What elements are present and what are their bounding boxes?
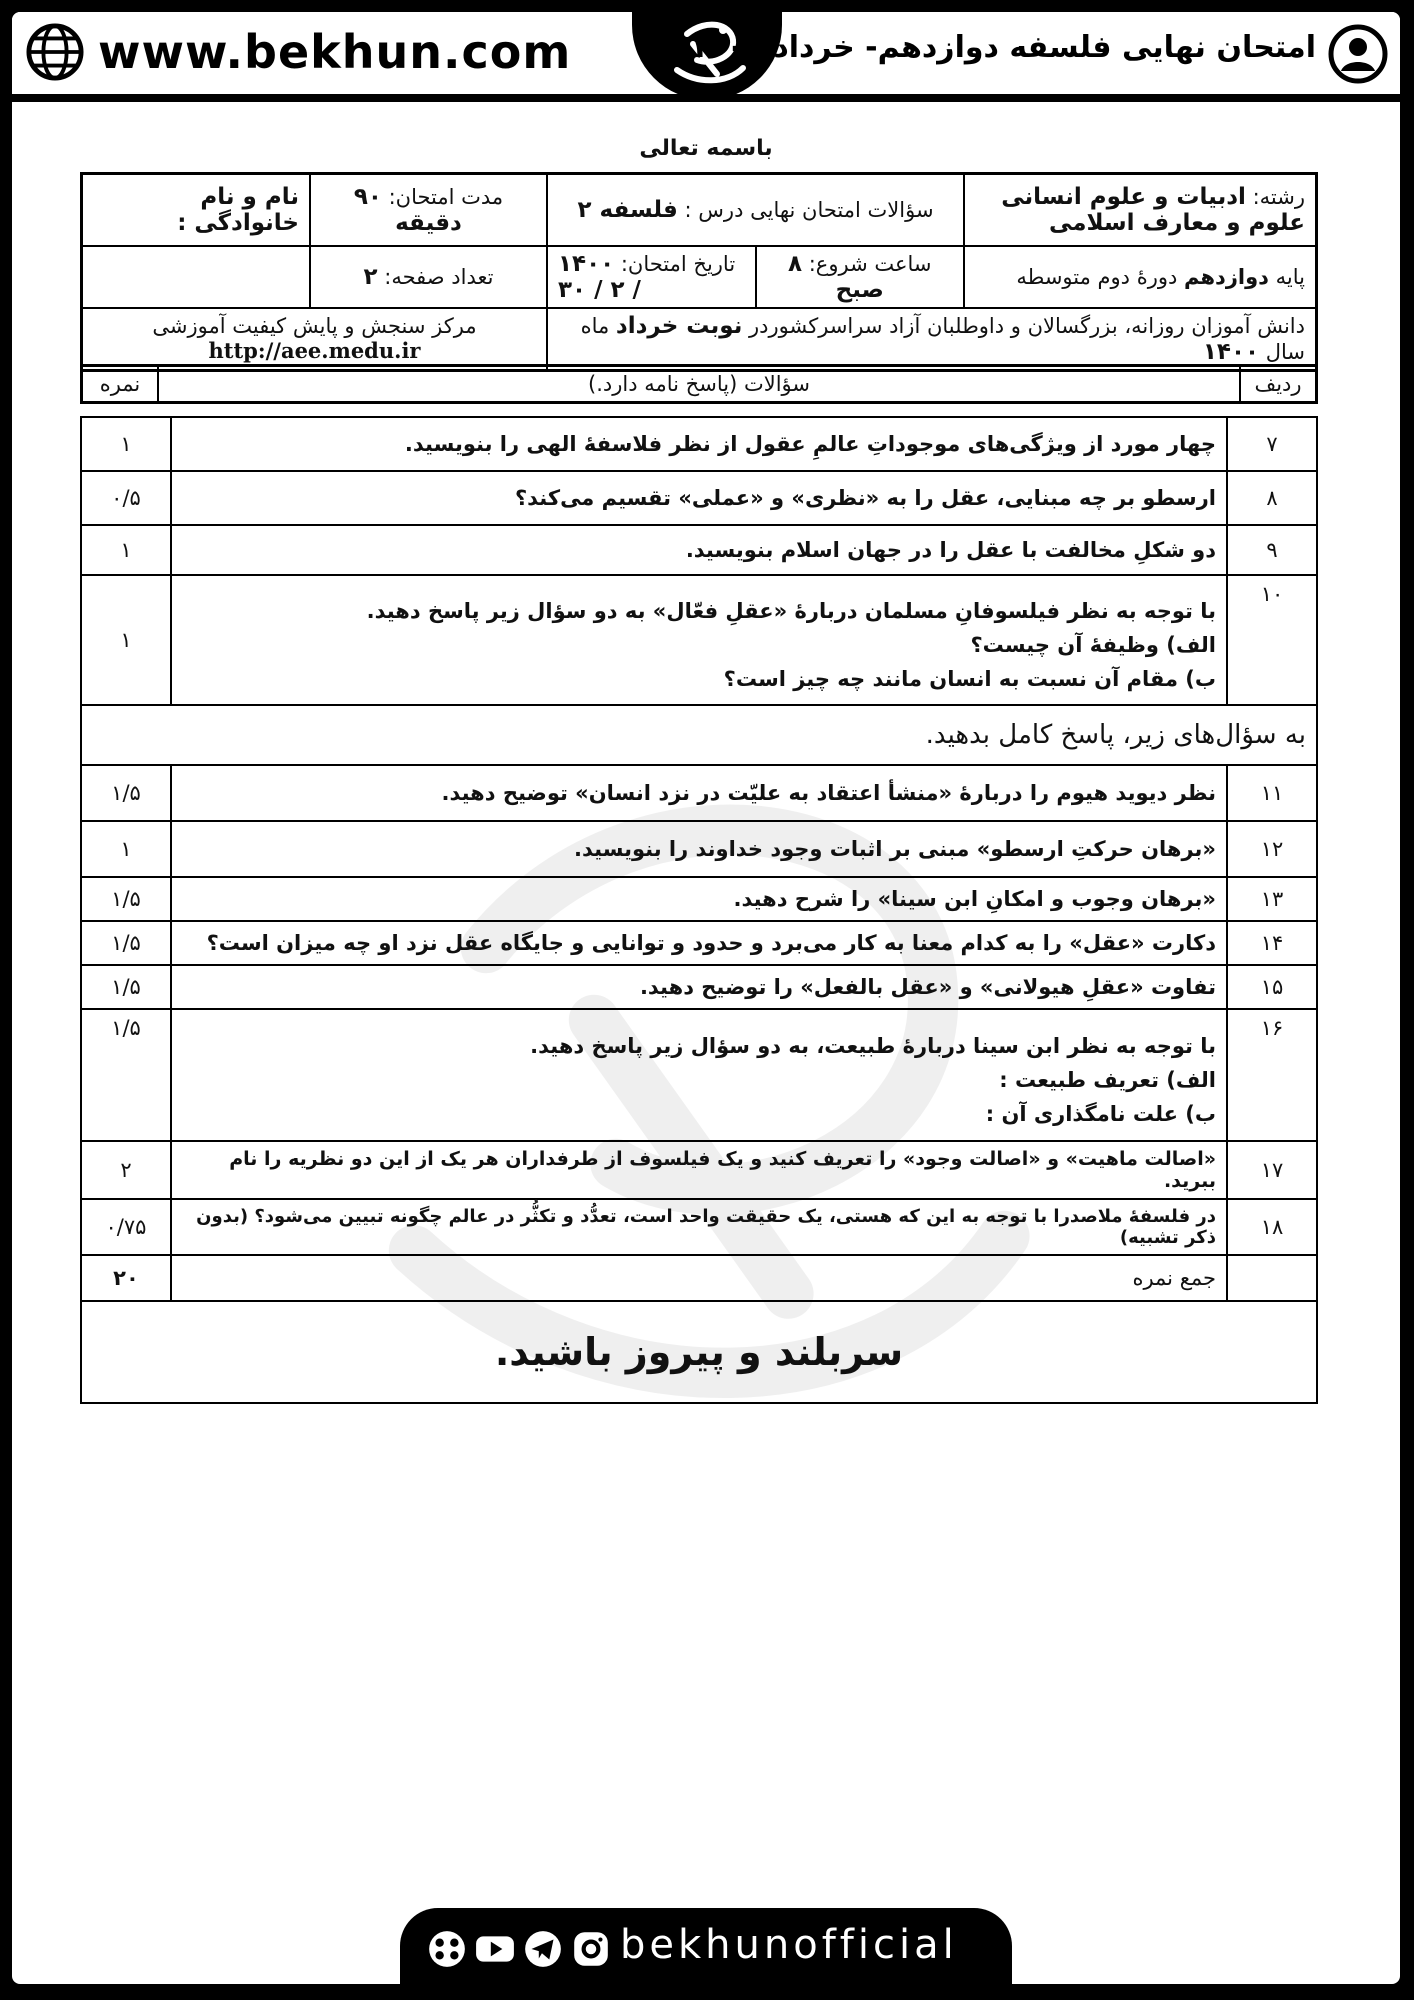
question-score: ۲ — [81, 1141, 171, 1199]
question-row — [81, 525, 1317, 575]
question-row — [81, 765, 1317, 821]
question-number: ۱۰ — [1227, 575, 1317, 705]
question-score: ۱ — [81, 575, 171, 705]
farewell-row — [81, 1301, 1317, 1403]
start-value: ۸ صبح — [788, 250, 884, 303]
round-value: نوبت خرداد — [615, 312, 743, 339]
question-number: ۱۲ — [1227, 821, 1317, 877]
question-text: «برهان وجوب و امکانِ ابن سینا» را شرح دهید. — [171, 877, 1227, 921]
start-date-split — [548, 247, 963, 307]
question-score: ۱ — [81, 525, 171, 575]
grade-prefix: پایه — [1275, 264, 1305, 289]
question-row — [81, 471, 1317, 525]
question-score: ۰/۷۵ — [81, 1199, 171, 1255]
social-handle[interactable]: bekhunofficial — [620, 1922, 958, 1968]
field-value-1: ادبیات و علوم انسانی — [1001, 183, 1246, 210]
student-name-cell — [82, 174, 311, 246]
date-value: ۱۴۰۰ / ۲ / ۳۰ — [558, 250, 641, 303]
student-name-label: نام و نام خانوادگی : — [177, 183, 299, 236]
question-row — [81, 821, 1317, 877]
center-name: مرکز سنجش و پایش کیفیت آموزشی — [152, 314, 477, 339]
field-value-2: علوم و معارف اسلامی — [1049, 209, 1305, 236]
question-row — [81, 965, 1317, 1009]
question-text — [171, 575, 1227, 705]
question-part-a: الف) تعریف طبیعت : — [999, 1068, 1216, 1092]
question-intro: با توجه به نظر فیلسوفانِ مسلمان دربارهٔ «عقلِ فعّال» به دو سؤال زیر پاسخ دهید. — [366, 599, 1216, 623]
question-text: نظر دیوید هیوم را دربارهٔ «منشأ اعتقاد به علیّت در نزد انسان» توضیح دهید. — [171, 765, 1227, 821]
question-score: ۱/۵ — [81, 877, 171, 921]
section-title: به سؤال‌های زیر، پاسخ کامل بدهید. — [81, 705, 1317, 765]
students-text: دانش آموزان روزانه، بزرگسالان و داوطلبان آزاد سراسرکشوردر — [749, 313, 1305, 338]
date-label: تاریخ امتحان: — [620, 251, 736, 276]
aparat-icon[interactable] — [426, 1928, 468, 1970]
total-label — [171, 1255, 1227, 1301]
total-label-text: جمع نمره — [1132, 1266, 1216, 1290]
col-score: نمره — [82, 366, 159, 403]
empty-cell — [82, 246, 311, 308]
question-number: ۱۱ — [1227, 765, 1317, 821]
question-part-b: ب) علت نامگذاری آن : — [985, 1102, 1216, 1126]
duration-cell — [310, 174, 547, 246]
globe-icon — [26, 23, 84, 81]
question-number: ۱۴ — [1227, 921, 1317, 965]
col-row: ردیف — [1240, 366, 1317, 403]
grade-suffix: دورهٔ دوم متوسطه — [1016, 264, 1178, 289]
total-spacer — [1227, 1255, 1317, 1301]
grade-value: دوازدهم — [1184, 264, 1269, 289]
question-text: تفاوت «عقلِ هیولانی» و «عقل بالفعل» را توضیح دهید. — [171, 965, 1227, 1009]
question-part-a: الف) وظیفهٔ آن چیست؟ — [970, 633, 1216, 657]
question-number: ۹ — [1227, 525, 1317, 575]
question-number: ۱۳ — [1227, 877, 1317, 921]
question-row — [81, 1009, 1317, 1141]
question-score: ۱ — [81, 417, 171, 471]
question-text: در فلسفهٔ ملاصدرا با توجه به این که هستی، یک حقیقت واحد است، تعدُّد و تکثُّر در عالم چگونه تبیین می‌شود؟ (بدون ذکر تشبیه) — [171, 1199, 1227, 1255]
youtube-icon[interactable] — [474, 1928, 516, 1970]
question-score: ۰/۵ — [81, 471, 171, 525]
farewell-text: سربلند و پیروز باشید. — [81, 1301, 1317, 1403]
website-link[interactable] — [26, 22, 571, 82]
user-icon[interactable] — [1328, 24, 1388, 84]
year-value: ۱۴۰۰ — [1202, 338, 1260, 365]
website-url: www.bekhun.com — [98, 25, 572, 79]
col-questions: سؤالات (پاسخ نامه دارد.) — [158, 366, 1240, 403]
question-row — [81, 1141, 1317, 1199]
question-row — [81, 1199, 1317, 1255]
questions-table — [80, 416, 1318, 1404]
instagram-icon[interactable] — [570, 1928, 612, 1970]
course-label: سؤالات امتحان نهایی درس : — [684, 197, 934, 222]
question-number: ۷ — [1227, 417, 1317, 471]
center-url-link[interactable]: http://aee.medu.ir — [208, 337, 421, 363]
duration-label: مدت امتحان: — [388, 184, 504, 209]
question-text: «برهان حرکتِ ارسطو» مبنی بر اثبات وجود خداوند را بنویسید. — [171, 821, 1227, 877]
section-title-row — [81, 705, 1317, 765]
center-cell — [82, 308, 548, 371]
exam-title: امتحان نهایی فلسفه دوازدهم- خرداد ۱۴۰۰ — [689, 30, 1316, 65]
question-score: ۱ — [81, 821, 171, 877]
exam-page — [12, 12, 1400, 1984]
question-part-b: ب) مقام آن نسبت به انسان مانند چه چیز است؟ — [723, 667, 1216, 691]
exam-date — [548, 247, 756, 307]
question-row — [81, 575, 1317, 705]
question-number: ۱۶ — [1227, 1009, 1317, 1141]
question-score: ۱/۵ — [81, 765, 171, 821]
question-text: چهار مورد از ویژگی‌های موجوداتِ عالمِ عقول از نظر فلاسفهٔ الهی را بنویسید. — [171, 417, 1227, 471]
bismillah-heading: باسمه تعالی — [639, 136, 773, 161]
start-label: ساعت شروع: — [808, 251, 932, 276]
pages-cell — [310, 246, 547, 308]
total-value: ۲۰ — [81, 1255, 171, 1301]
question-score: ۱/۵ — [81, 1009, 171, 1141]
duration-value: ۹۰ دقیقه — [353, 183, 462, 236]
total-row — [81, 1255, 1317, 1301]
course-cell — [547, 174, 964, 246]
telegram-icon[interactable] — [522, 1928, 564, 1970]
start-time — [756, 247, 964, 307]
pages-label: تعداد صفحه: — [384, 264, 494, 289]
question-row — [81, 921, 1317, 965]
question-intro: با توجه به نظر ابن سینا دربارهٔ طبیعت، به دو سؤال زیر پاسخ دهید. — [530, 1034, 1216, 1058]
start-date-cell — [547, 246, 964, 308]
pages-value: ۲ — [363, 263, 378, 290]
question-row — [81, 417, 1317, 471]
top-banner — [12, 12, 1400, 102]
social-footer — [400, 1908, 1012, 1984]
course-value: فلسفه ۲ — [577, 196, 678, 223]
year-text: ماه سال — [580, 313, 1305, 364]
question-number: ۱۸ — [1227, 1199, 1317, 1255]
social-links — [426, 1928, 612, 1970]
question-score: ۱/۵ — [81, 965, 171, 1009]
question-score: ۱/۵ — [81, 921, 171, 965]
exam-info-table — [80, 172, 1318, 372]
question-text: دکارت «عقل» را به کدام معنا به کار می‌برد و حدود و توانایی و جایگاه عقل نزد او چه میزان است؟ — [171, 921, 1227, 965]
field-label: رشته: — [1252, 184, 1305, 209]
question-row — [81, 877, 1317, 921]
grade-cell — [964, 246, 1317, 308]
question-text: «اصالت ماهیت» و «اصالت وجود» را تعریف کنید و یک فیلسوف از طرفداران هر یک از این دو نظریه را نام ببرید. — [171, 1141, 1227, 1199]
question-text: دو شکلِ مخالفت با عقل را در جهان اسلام بنویسید. — [171, 525, 1227, 575]
question-number: ۸ — [1227, 471, 1317, 525]
field-cell — [964, 174, 1317, 246]
question-number: ۱۵ — [1227, 965, 1317, 1009]
question-text: ارسطو بر چه مبنایی، عقل را به «نظری» و «عملی» تقسیم می‌کند؟ — [171, 471, 1227, 525]
question-text — [171, 1009, 1227, 1141]
question-column-headers — [80, 364, 1318, 404]
question-number: ۱۷ — [1227, 1141, 1317, 1199]
students-cell — [547, 308, 1317, 371]
